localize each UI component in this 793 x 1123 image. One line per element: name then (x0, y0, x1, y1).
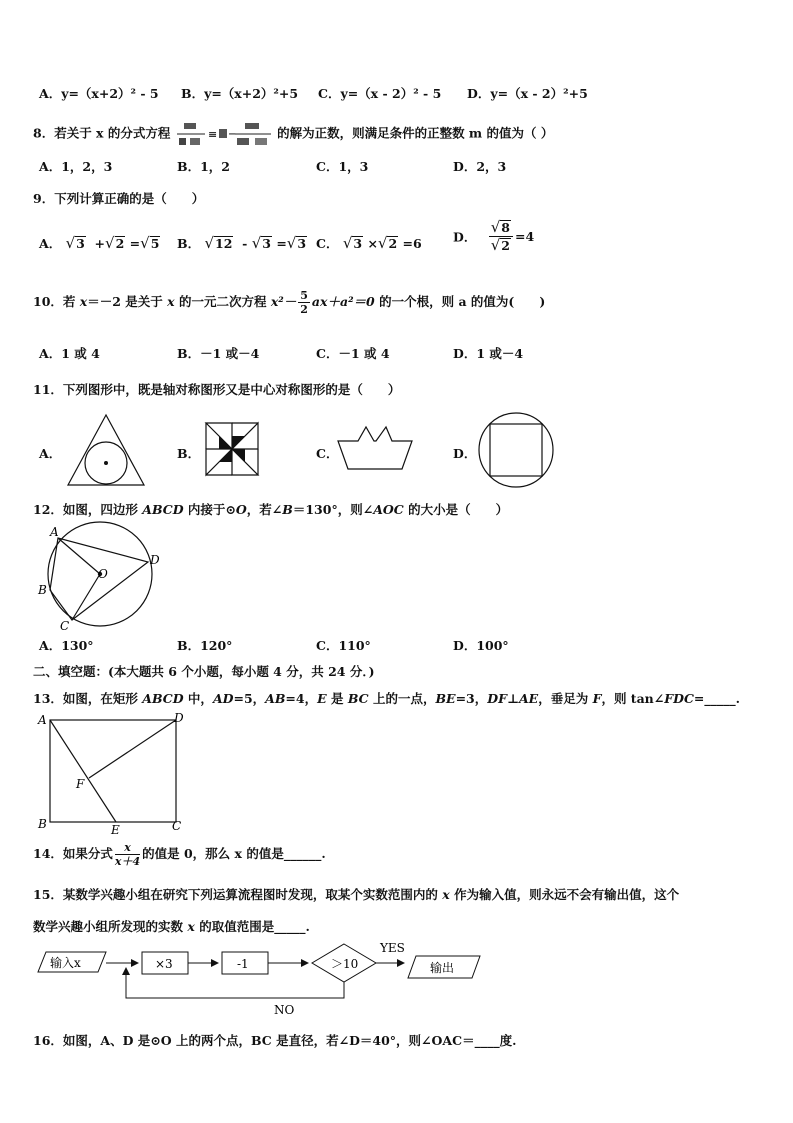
q9-b-r3: 3 (262, 236, 271, 251)
q12-mid1: 内接于⊙ (187, 502, 236, 517)
q12-abcd: ABCD (142, 502, 184, 517)
q9-c-eq: =6 (402, 236, 422, 251)
q12-aoc: AOC (373, 502, 404, 517)
q12-prefix: 12．如图，四边形 (33, 502, 138, 517)
q10-stem (33, 290, 545, 315)
q12-option-d: D．100° (453, 638, 509, 653)
q12-suffix: 的大小是（ ） (408, 502, 509, 517)
svg-text:−: − (227, 129, 237, 140)
q9-b-eq: = (276, 236, 287, 251)
q10-frac-den: 2 (300, 303, 308, 316)
q12-fig-label-o: O (98, 567, 108, 581)
q13-t9: ，则 tan∠ (601, 691, 665, 706)
q10-option-c: C．－1 或 4 (316, 346, 390, 361)
q15-flowchart (34, 938, 486, 1020)
q9-option-b: B． √12 - √3 =√3 (177, 234, 307, 252)
q13-t8: ，垂足为 (538, 691, 589, 706)
q15-line1-b: 作为输入值，则永远不会有输出值，这个 (454, 887, 680, 902)
q11-figure-a-triangle-incircle (66, 413, 146, 487)
q13-figure-rectangle (34, 710, 194, 836)
q10-option-a: A．1 或 4 (39, 346, 100, 361)
q8-option-b: B．1，2 (177, 159, 230, 174)
q13-abcd: ABCD (142, 691, 184, 706)
q8-equation-image (175, 119, 273, 149)
q11-figure-b-pinwheel (201, 418, 263, 480)
q15-x1: x (442, 887, 450, 902)
q9-option-a: A． √3 +√2 =√5 (39, 234, 160, 252)
q8-option-d: D．2，3 (453, 159, 507, 174)
q13-e: E (317, 691, 327, 706)
q10-cond: ＝－2 是关于 (87, 294, 163, 309)
q13-t7: ⊥ (506, 691, 519, 706)
flow-output-text: 输出 (430, 961, 455, 975)
q9-stem: 9．下列计算正确的是（ ） (33, 191, 205, 206)
flow-gt10-text: ＞10 (331, 957, 359, 971)
q7-option-b: B．y=（x+2）²+5 (181, 86, 299, 101)
q12-o: O (235, 502, 247, 517)
q13-prefix: 13．如图，在矩形 (33, 691, 138, 706)
q13-t1: 中， (187, 691, 213, 706)
q13-stem (33, 689, 740, 707)
q10-frac-num: 5 (300, 289, 308, 302)
q16-stem: 16．如图，A、D 是⊙O 上的两个点，BC 是直径，若∠D＝40°，则∠OAC＝____度. (33, 1033, 517, 1048)
q8-suffix: 的解为正数，则满足条件的正整数 m 的值为（ ） (277, 125, 554, 141)
q11-figure-c-crown (336, 423, 414, 473)
section-2-heading: 二、填空题：(本大题共 6 个小题，每小题 4 分，共 24 分．) (33, 664, 375, 679)
q10-prefix: 10．若 (33, 294, 76, 309)
q7-option-a: A．y=（x+2）² - 5 (39, 86, 159, 101)
q12-fig-label-a: A (50, 525, 59, 539)
q14-suffix: 的值是 0，那么 x 的值是______. (142, 846, 326, 861)
q9-d-label: D． (453, 229, 477, 245)
q13-ad: AD (212, 691, 234, 706)
q7-option-c: C．y=（x - 2）² - 5 (318, 86, 442, 101)
q8-prefix: 8．若关于 x 的分式方程 (33, 125, 171, 141)
q11-label-b: B． (177, 446, 201, 461)
q9-c-times: × (367, 236, 378, 251)
q13-fdc: FDC (664, 691, 694, 706)
flow-minus1-text: -1 (237, 957, 249, 971)
q13-fig-label-a: A (38, 713, 47, 727)
q9-a-r3: 3 (76, 236, 85, 251)
q14-stem (33, 842, 326, 867)
q12-option-b: B．120° (177, 638, 233, 653)
q13-bc: BC (347, 691, 369, 706)
q13-fig-label-d: D (174, 711, 184, 725)
q13-df: DF (487, 691, 507, 706)
q15-line1 (33, 885, 679, 903)
q10-mid: 的一元二次方程 (178, 294, 267, 309)
q12-stem (33, 500, 508, 518)
svg-text:≡: ≡ (207, 128, 217, 141)
q10-x2: x (167, 294, 175, 309)
q15-line2 (33, 917, 310, 935)
q9-b-label: B． (177, 236, 201, 251)
q12-mid2: ，若∠ (246, 502, 283, 517)
q9-d-r8: 8 (501, 220, 510, 235)
q9-option-d: D． $\frac{√8}{√2}$ =4 (453, 218, 535, 254)
q9-option-c: C． √3 ×√2 =6 (316, 234, 422, 252)
q13-t5: 上的一点， (372, 691, 436, 706)
q13-fig-label-b: B (38, 817, 47, 831)
q12-fig-label-d: D (150, 553, 160, 567)
q11-label-a: A． (39, 446, 62, 461)
q13-ae: AE (518, 691, 539, 706)
q12-option-c: C．110° (316, 638, 371, 653)
q7-option-d: D．y=（x - 2）²+5 (467, 86, 588, 101)
q13-fig-label-f: F (76, 777, 85, 791)
q11-label-d: D． (453, 446, 477, 461)
q11-figure-d-square-in-circle (477, 411, 555, 489)
q10-option-b: B．－1 或－4 (177, 346, 260, 361)
q12-figure-circle-quadrilateral (34, 520, 164, 632)
q10-option-d: D．1 或－4 (453, 346, 524, 361)
q13-t4: 是 (330, 691, 344, 706)
q13-t10: =_____. (693, 691, 740, 706)
flow-yes-text: YES (380, 941, 405, 955)
q15-x2: x (187, 919, 195, 934)
flow-no-text: NO (274, 1003, 295, 1017)
q15-line1-a: 15．某数学兴趣小组在研究下列运算流程图时发现，取某个实数范围内的 (33, 887, 438, 902)
q9-c-r3: 3 (353, 236, 363, 251)
q11-label-c: C． (316, 446, 339, 461)
q9-d-r2: 2 (501, 238, 510, 253)
q8-option-c: C．1，3 (316, 159, 369, 174)
q12-b: B (282, 502, 293, 517)
q9-b-minus: - (242, 236, 248, 251)
q13-t2: =5， (233, 691, 266, 706)
q13-t3: =4， (285, 691, 318, 706)
q12-mid3: ＝130°，则∠ (292, 502, 374, 517)
q13-t6: =3， (455, 691, 488, 706)
q14-num: x (115, 842, 140, 855)
q10-suffix: 的一个根，则 a 的值为( ) (379, 294, 546, 309)
q11-stem: 11．下列图形中，既是轴对称图形又是中心对称图形的是（ ） (33, 382, 401, 397)
q9-b-r12: 12 (215, 236, 233, 251)
q10-eq-right: ax＋a²＝0 (311, 294, 375, 309)
q9-d-eq: =4 (514, 229, 535, 244)
q13-fig-label-c: C (172, 819, 182, 833)
q12-fig-label-b: B (38, 583, 47, 597)
q9-a-eq: = (129, 236, 141, 251)
q9-c-label: C． (316, 236, 339, 251)
q13-ab: AB (265, 691, 286, 706)
q13-fig-label-e: E (111, 823, 120, 836)
q8-stem (33, 119, 553, 149)
q8-option-a: A．1，2，3 (39, 159, 113, 174)
flow-times3-text: ×3 (155, 957, 173, 971)
q14-den: x＋4 (114, 855, 141, 868)
q10-x: x (79, 294, 88, 309)
flow-input-text: 输入x (50, 956, 81, 970)
q13-be: BE (435, 691, 456, 706)
q9-c-r2: 2 (388, 236, 398, 251)
q12-option-a: A．130° (39, 638, 94, 653)
q9-a-plus: + (94, 236, 106, 251)
q15-line2-b: 的取值范围是_____. (199, 919, 310, 934)
q15-line2-a: 数学兴趣小组所发现的实数 (33, 919, 184, 934)
q14-prefix: 14．如果分式 (33, 846, 113, 861)
q12-fig-label-c: C (60, 619, 70, 632)
q13-f: F (592, 691, 602, 706)
q9-a-r5: 5 (150, 236, 160, 251)
q9-a-r2: 2 (115, 236, 125, 251)
q9-a-label: A． (39, 236, 62, 251)
q9-b-r3b: 3 (297, 236, 307, 251)
q10-eq-left: x²－ (270, 294, 297, 309)
